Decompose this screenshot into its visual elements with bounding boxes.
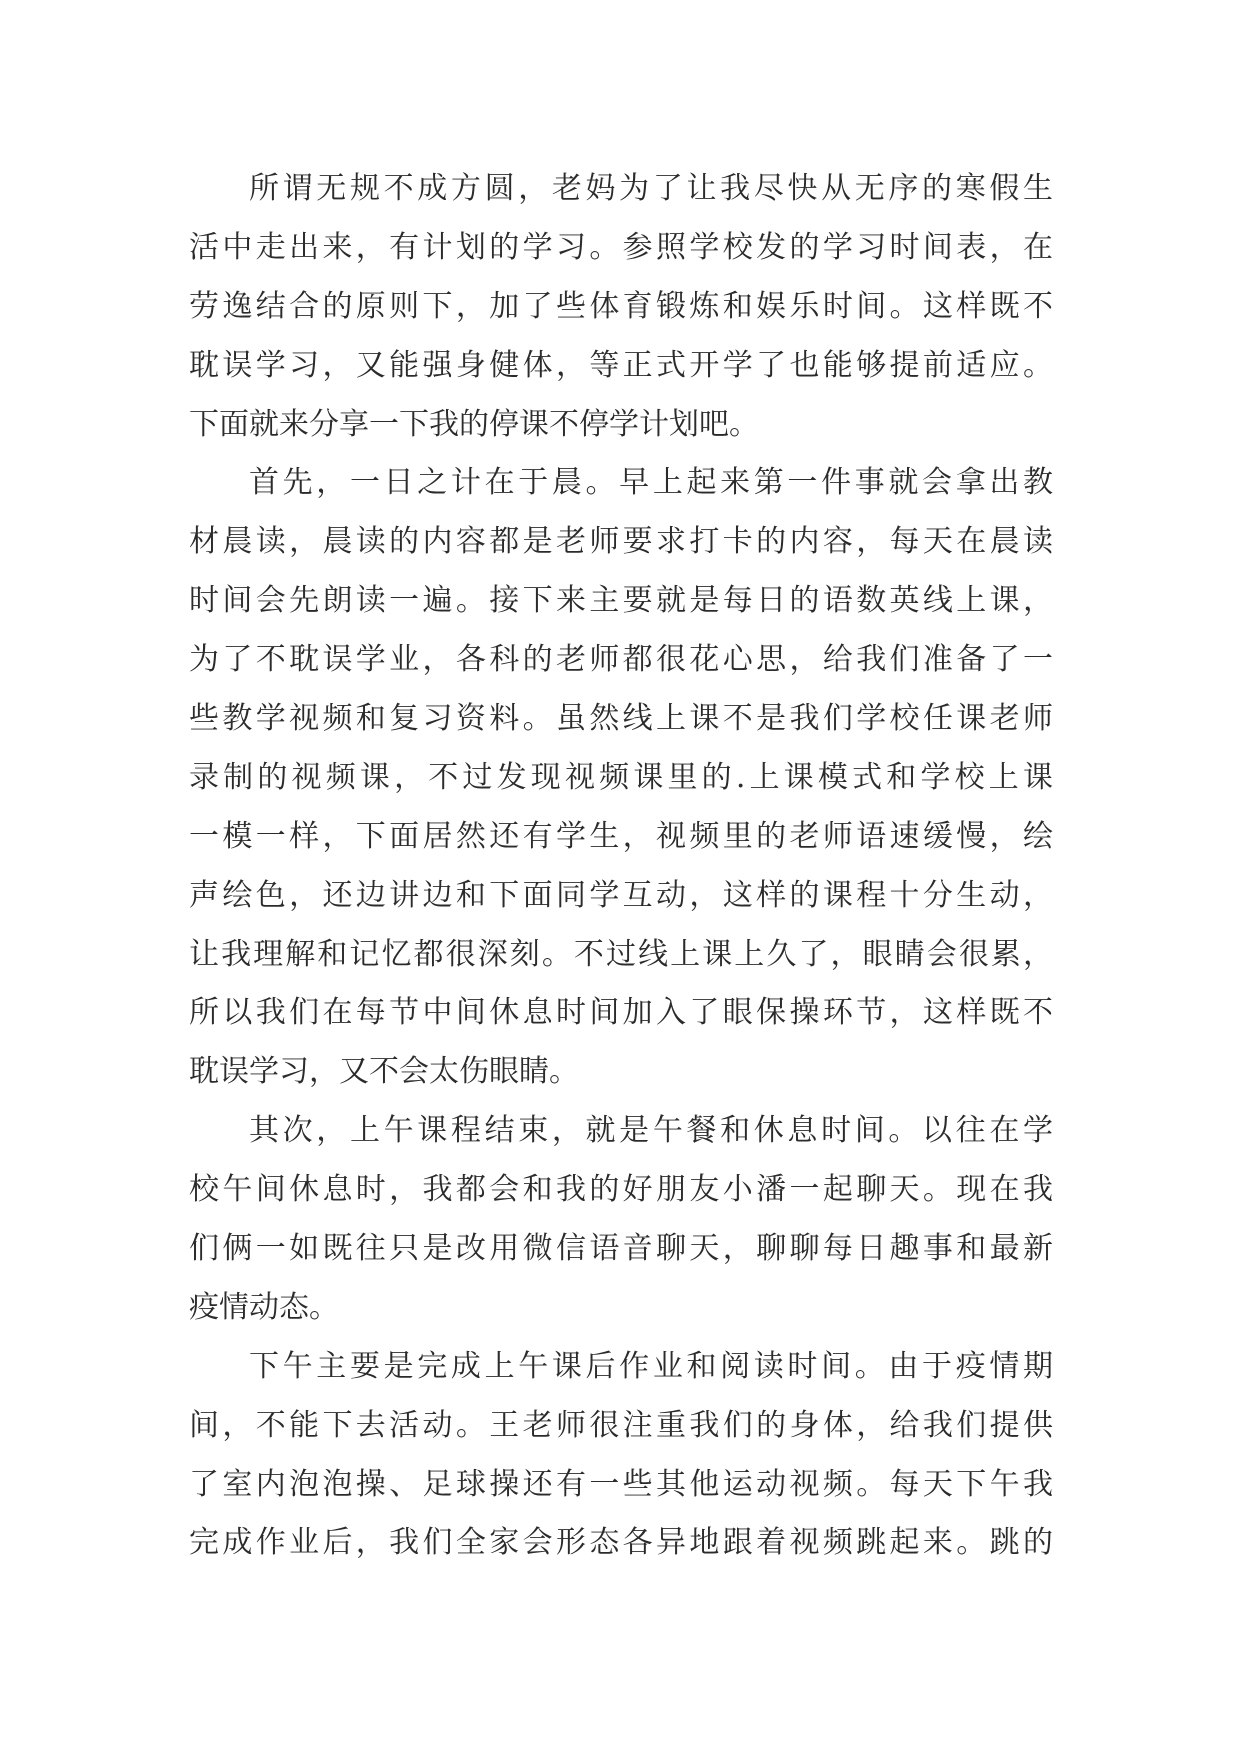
text-line: 下面就来分享一下我的停课不停学计划吧。 bbox=[189, 406, 759, 442]
text-line: 材晨读，晨读的内容都是老师要求打卡的内容，每天在晨读 bbox=[189, 524, 1053, 560]
document-body bbox=[189, 160, 1053, 1573]
text-line: 疫情动态。 bbox=[189, 1289, 339, 1325]
text-line: 所谓无规不成方圆，老妈为了让我尽快从无序的寒假生 bbox=[249, 171, 1053, 206]
text-line: 完成作业后，我们全家会形态各异地跟着视频跳起来。跳的 bbox=[189, 1525, 1053, 1561]
text-line: 些教学视频和复习资料。虽然线上课不是我们学校任课老师 bbox=[189, 701, 1053, 737]
text-line: 们俩一如既往只是改用微信语音聊天，聊聊每日趣事和最新 bbox=[189, 1231, 1053, 1267]
text-line: 间，不能下去活动。王老师很注重我们的身体，给我们提供 bbox=[189, 1407, 1053, 1443]
text-line: 让我理解和记忆都很深刻。不过线上课上久了，眼睛会很累， bbox=[189, 936, 1053, 972]
text-line: 时间会先朗读一遍。接下来主要就是每日的语数英线上课， bbox=[189, 583, 1053, 619]
text-line: 下午主要是完成上午课后作业和阅读时间。由于疫情期 bbox=[249, 1348, 1053, 1384]
text-line: 劳逸结合的原则下，加了些体育锻炼和娱乐时间。这样既不 bbox=[189, 288, 1053, 324]
paragraph-3 bbox=[189, 1102, 1053, 1338]
text-line: 活中走出来，有计划的学习。参照学校发的学习时间表，在 bbox=[189, 229, 1053, 265]
text-line: 所以我们在每节中间休息时间加入了眼保操环节，这样既不 bbox=[189, 995, 1053, 1031]
paragraph-1 bbox=[189, 160, 1053, 454]
text-line: 校午间休息时，我都会和我的好朋友小潘一起聊天。现在我 bbox=[189, 1172, 1053, 1208]
text-line: 声绘色，还边讲边和下面同学互动，这样的课程十分生动， bbox=[189, 877, 1053, 913]
text-line: 耽误学习，又能强身健体，等正式开学了也能够提前适应。 bbox=[189, 347, 1053, 383]
text-line: 为了不耽误学业，各科的老师都很花心思，给我们准备了一 bbox=[189, 642, 1053, 678]
text-line: 录制的视频课，不过发现视频课里的.上课模式和学校上课 bbox=[189, 759, 1053, 795]
paragraph-4 bbox=[189, 1338, 1053, 1574]
paragraph-2 bbox=[189, 454, 1053, 1102]
text-line: 耽误学习，又不会太伤眼睛。 bbox=[189, 1054, 579, 1090]
text-line: 一模一样，下面居然还有学生，视频里的老师语速缓慢，绘 bbox=[189, 818, 1053, 854]
text-line: 首先，一日之计在于晨。早上起来第一件事就会拿出教 bbox=[249, 465, 1053, 501]
text-line: 其次，上午课程结束，就是午餐和休息时间。以往在学 bbox=[249, 1113, 1053, 1149]
text-line: 了室内泡泡操、足球操还有一些其他运动视频。每天下午我 bbox=[189, 1466, 1053, 1502]
